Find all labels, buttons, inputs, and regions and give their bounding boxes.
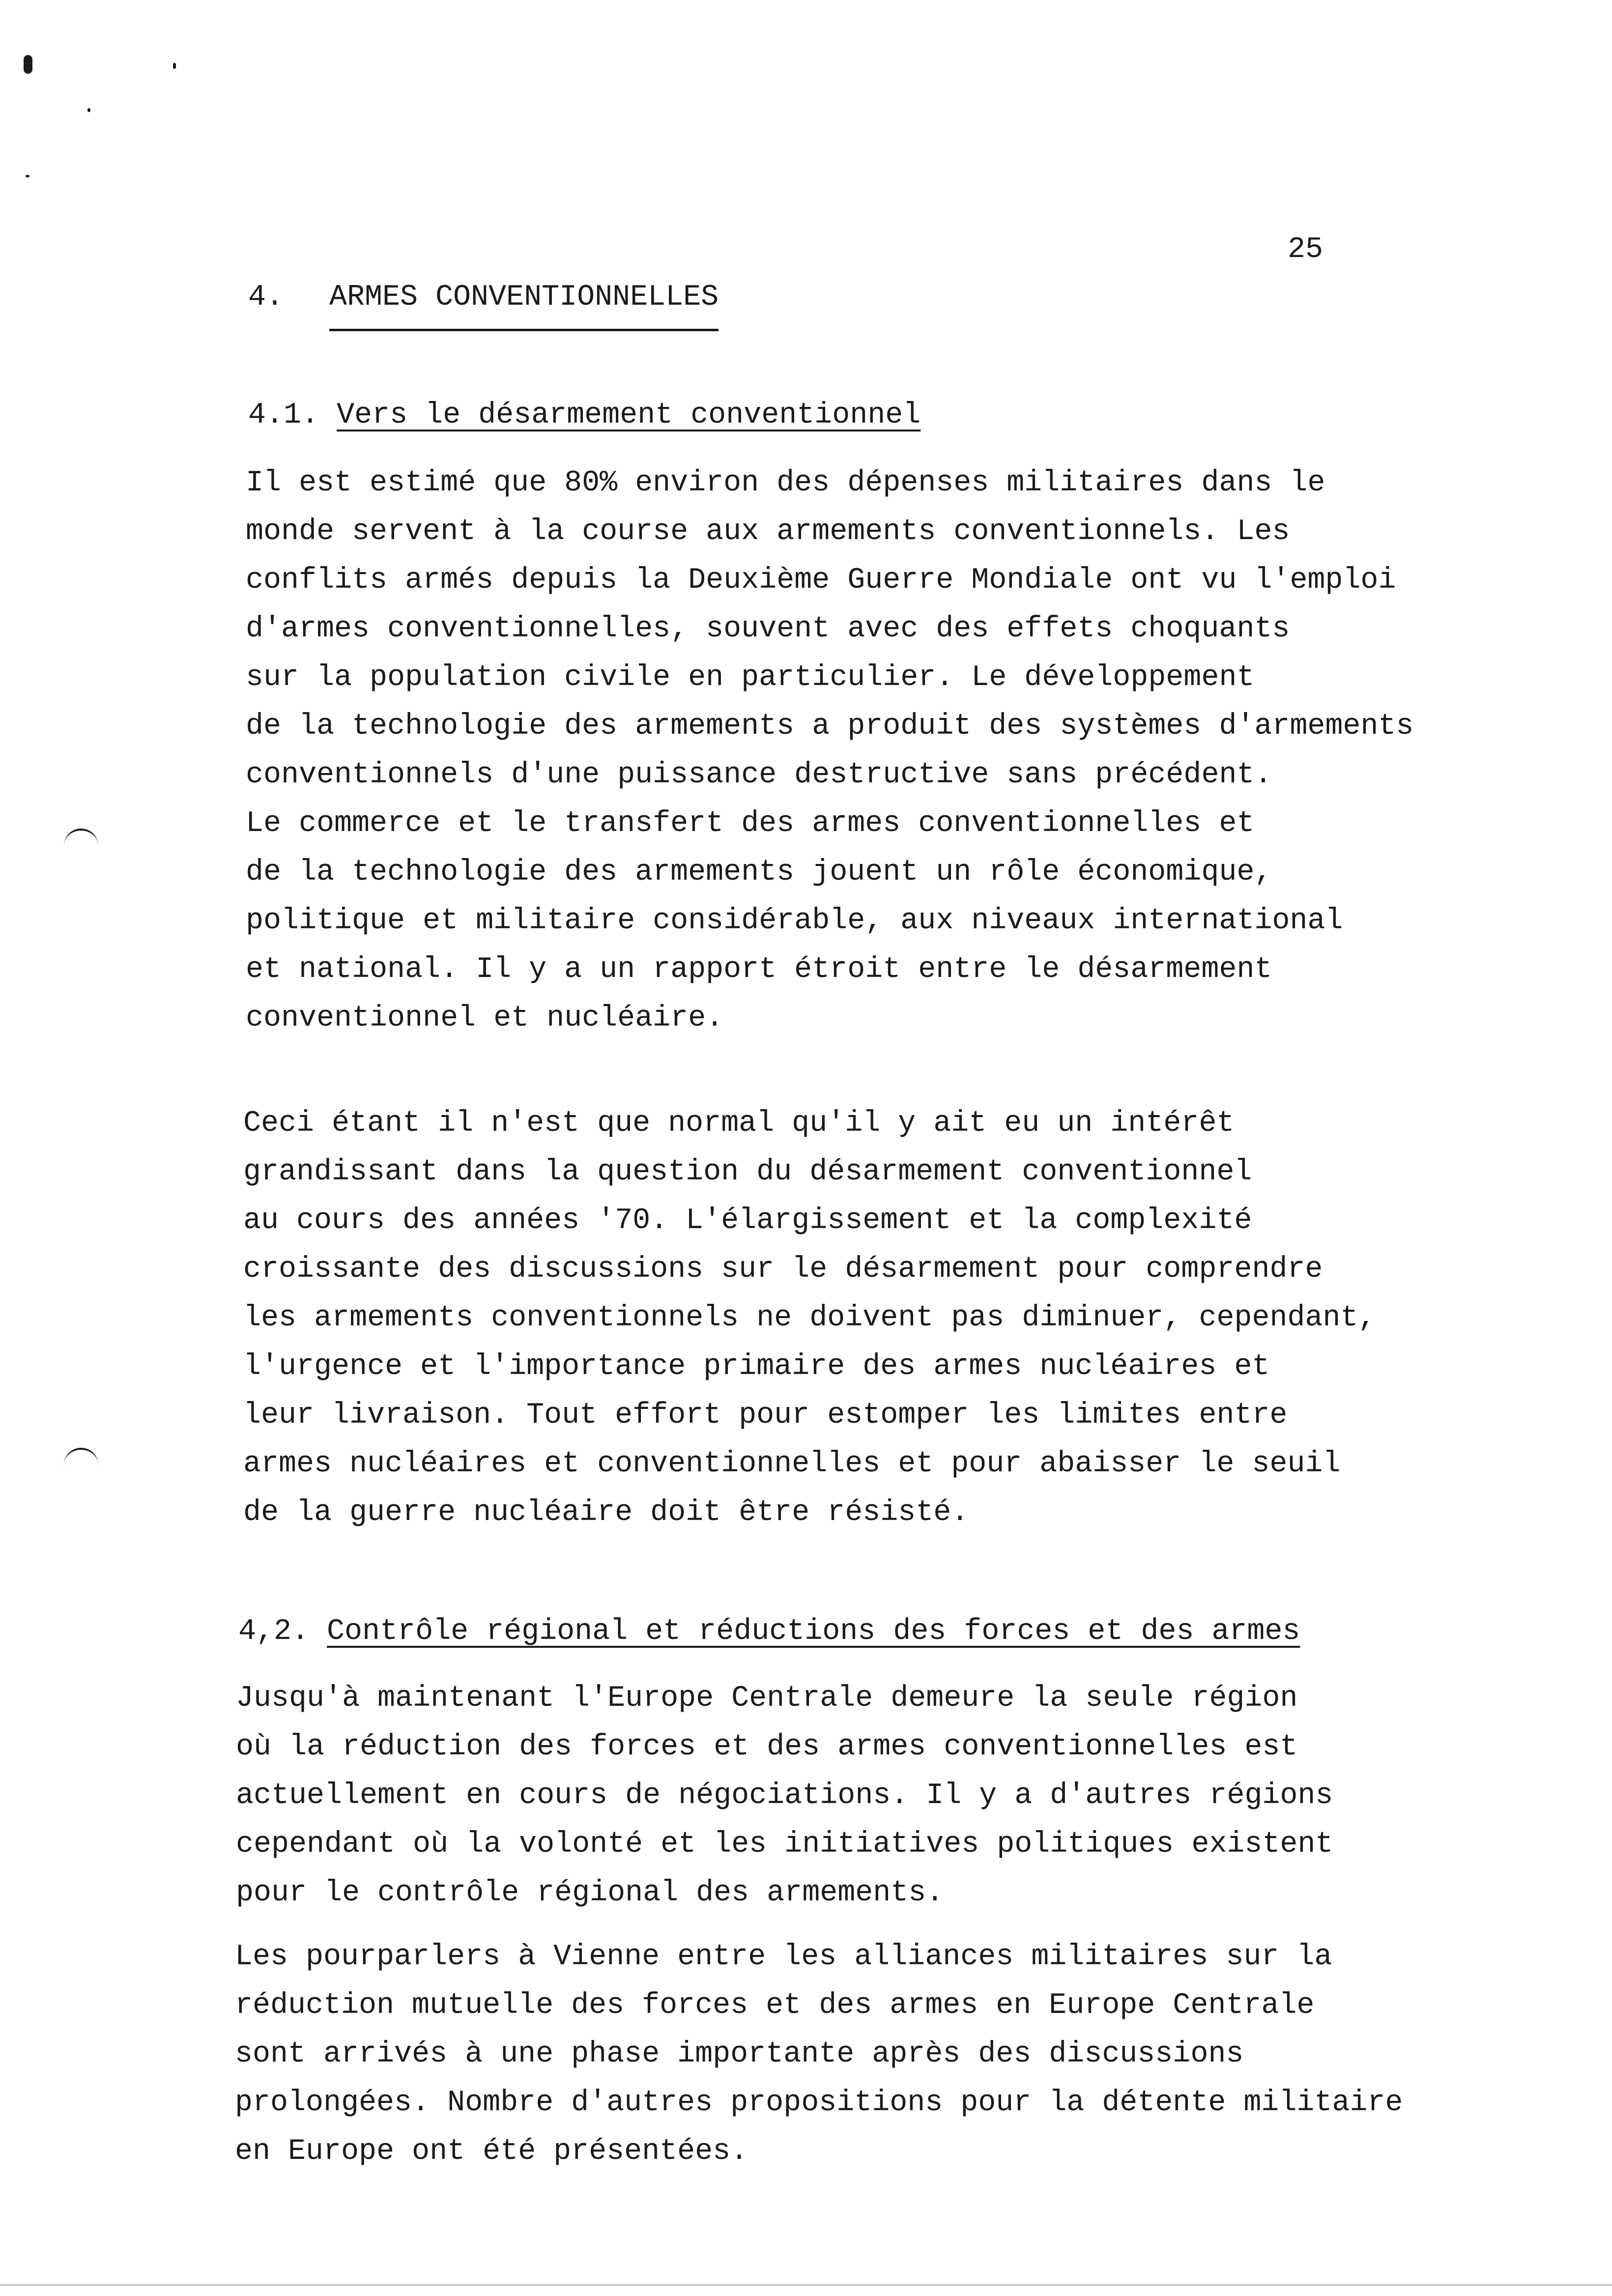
text-line: en Europe ont été présentées. bbox=[235, 2135, 748, 2168]
text-line: actuellement en cours de négociations. Il y a d'autres régions bbox=[236, 1779, 1333, 1812]
section-title: Contrôle régional et réductions des forces et des armes bbox=[327, 1615, 1300, 1648]
text-line: cependant où la volonté et les initiatives politiques existent bbox=[236, 1828, 1333, 1861]
section-number: 4,2. bbox=[238, 1615, 310, 1648]
text-line: de la guerre nucléaire doit être résisté. bbox=[243, 1496, 969, 1529]
ink-speck bbox=[24, 55, 32, 74]
text-line: conventionnels d'une puissance destructive sans précédent. bbox=[246, 758, 1272, 792]
margin-bracket-mark bbox=[64, 1448, 98, 1469]
text-line: de la technologie des armements a produit des systèmes d'armements bbox=[246, 710, 1414, 743]
page-number: 25 bbox=[1288, 233, 1324, 266]
paragraph bbox=[246, 459, 1413, 1043]
text-line: Les pourparlers à Vienne entre les alliances militaires sur la bbox=[235, 1940, 1332, 1974]
text-line: Ceci étant il n'est que normal qu'il y ait eu un intérêt bbox=[243, 1107, 1235, 1140]
text-line: pour le contrôle régional des armements. bbox=[236, 1876, 944, 1910]
text-line: les armements conventionnels ne doivent pas diminuer, cependant, bbox=[243, 1301, 1376, 1335]
text-line: sont arrivés à une phase importante après des discussions bbox=[235, 2038, 1244, 2071]
section-number: 4.1. bbox=[248, 399, 319, 432]
text-line: leur livraison. Tout effort pour estomper les limites entre bbox=[243, 1399, 1288, 1432]
ink-speck bbox=[26, 175, 29, 177]
text-line: monde servent à la course aux armements conventionnels. Les bbox=[246, 515, 1290, 548]
section-heading-4-2 bbox=[238, 1617, 1300, 1646]
section-heading-4-1 bbox=[248, 401, 921, 430]
text-line: et national. Il y a un rapport étroit entre le désarmement bbox=[246, 953, 1272, 986]
text-line: Le commerce et le transfert des armes conventionnelles et bbox=[246, 807, 1255, 840]
text-line: prolongées. Nombre d'autres propositions pour la détente militaire bbox=[235, 2086, 1403, 2120]
text-line: sur la population civile en particulier. Le développement bbox=[246, 661, 1255, 694]
paragraph bbox=[243, 1099, 1376, 1537]
text-line: croissante des discussions sur le désarmement pour comprendre bbox=[243, 1253, 1323, 1286]
text-line: réduction mutuelle des forces et des armes en Europe Centrale bbox=[235, 1989, 1315, 2022]
margin-bracket-mark bbox=[64, 829, 98, 850]
text-line: conventionnel et nucléaire. bbox=[246, 1002, 724, 1035]
text-line: de la technologie des armements jouent un rôle économique, bbox=[246, 856, 1272, 889]
text-line: d'armes conventionnelles, souvent avec des effets choquants bbox=[246, 612, 1290, 646]
ink-speck bbox=[87, 108, 90, 112]
text-line: où la réduction des forces et des armes conventionnelles est bbox=[236, 1730, 1298, 1764]
chapter-title: ARMES CONVENTIONNELLES bbox=[329, 283, 719, 331]
chapter-number: 4. bbox=[248, 281, 284, 314]
text-line: au cours des années '70. L'élargissement et la complexité bbox=[243, 1204, 1252, 1237]
ink-speck bbox=[173, 63, 176, 69]
paragraph bbox=[235, 1933, 1403, 2176]
text-line: politique et militaire considérable, aux niveaux international bbox=[246, 904, 1343, 938]
scan-edge-line bbox=[0, 2284, 1612, 2286]
text-line: armes nucléaires et conventionnelles et pour abaisser le seuil bbox=[243, 1447, 1341, 1481]
section-title: Vers le désarmement conventionnel bbox=[337, 399, 921, 432]
paragraph bbox=[236, 1674, 1333, 1918]
text-line: grandissant dans la question du désarmement conventionnel bbox=[243, 1155, 1252, 1189]
text-line: Jusqu'à maintenant l'Europe Centrale demeure la seule région bbox=[236, 1682, 1298, 1715]
text-line: conflits armés depuis la Deuxième Guerre Mondiale ont vu l'emploi bbox=[246, 564, 1396, 597]
chapter-heading bbox=[248, 283, 719, 331]
text-line: l'urgence et l'importance primaire des armes nucléaires et bbox=[243, 1350, 1270, 1383]
text-line: Il est estimé que 80% environ des dépenses militaires dans le bbox=[246, 466, 1325, 500]
